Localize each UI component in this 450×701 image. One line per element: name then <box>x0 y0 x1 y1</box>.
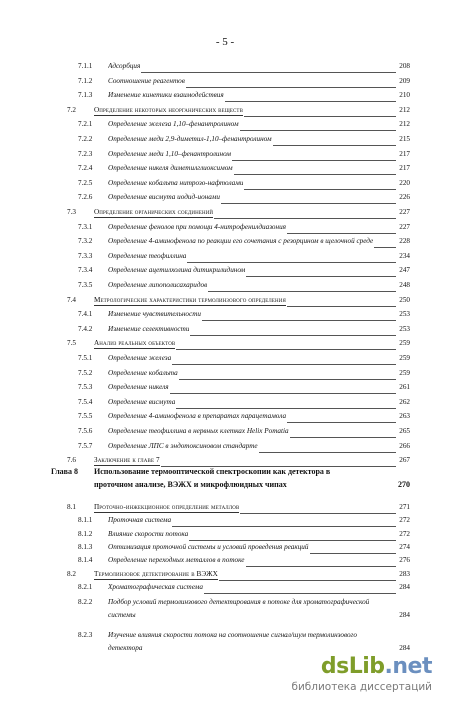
toc-entry <box>0 77 450 91</box>
leader-line <box>214 218 396 219</box>
toc-entry <box>0 237 450 251</box>
toc-entry-title: Анализ реальных объектов <box>94 339 176 348</box>
leader-line <box>232 160 396 161</box>
leader-line <box>172 526 396 527</box>
toc-entry-page: 283 <box>399 569 410 578</box>
leader-line <box>244 189 396 190</box>
leader-line <box>246 566 396 567</box>
toc-entry-page: 227 <box>399 222 410 231</box>
watermark-caption: библиотека диссертаций <box>291 681 432 693</box>
toc-entry-title: Оптимизация проточной системы и условий проведения реакций <box>108 542 309 551</box>
toc-entry-title: Определение кобальта нитрозо-нафтолами <box>108 178 244 187</box>
toc-entry-number: 7.2.5 <box>78 178 93 187</box>
toc-entry-title: Определение меди 2,9-диметил-1,10–фенантролином <box>108 135 272 143</box>
toc-entry-number: 7.5.2 <box>78 368 93 377</box>
toc-entry-title: Определение железа 1,10–фенантролином <box>108 120 239 129</box>
toc-entry <box>0 179 450 193</box>
toc-entry-title: Термолинзовое детектирование в ВЭЖХ <box>94 569 218 578</box>
toc-entry-title: Определение органических соединений <box>94 208 214 216</box>
toc-entry-title: Определение липополисахаридов <box>108 281 208 289</box>
toc-entry-number: 7.3.2 <box>78 237 93 246</box>
toc-entry-title: Определение фенолов при помощи 4-нитрофенилдиазония <box>108 222 287 231</box>
toc-entry-page: 284 <box>399 611 410 619</box>
toc-entry-page: 217 <box>399 149 410 158</box>
toc-entry <box>0 281 450 295</box>
toc-entry <box>0 570 450 584</box>
toc-entry <box>0 164 450 178</box>
leader-line <box>287 306 396 307</box>
leader-line <box>202 320 396 321</box>
toc-entry-title: Определение ацетилхолина дитикрилидином <box>108 266 246 275</box>
toc-entry-title: Определение теофиллина <box>108 251 187 260</box>
toc-entry-title: Проточно-инжекционное определение металлов <box>94 503 240 511</box>
page-number: - 5 - <box>215 36 235 48</box>
toc-entry-title: Метрологические характеристики термолинзового определения <box>94 295 286 304</box>
toc-entry-number: 7.3.1 <box>78 222 93 231</box>
toc-entry <box>0 325 450 339</box>
toc-entry <box>0 556 450 570</box>
toc-entry-number: 8.1 <box>67 503 76 511</box>
toc-entry-page: 267 <box>399 456 410 465</box>
toc-entry-title: Определение никеля диметилглиоксимом <box>108 164 233 173</box>
toc-entry-number: 8.1.1 <box>78 516 93 525</box>
toc-entry <box>0 193 450 207</box>
toc-entry-page: 284 <box>399 582 410 591</box>
toc-entry-title: Определение висмута <box>108 397 176 406</box>
toc-entry-page: 262 <box>399 397 410 406</box>
toc-entry-number: 7.5.7 <box>78 441 93 450</box>
watermark-logo <box>321 654 432 679</box>
toc-entry-page: 210 <box>399 91 410 100</box>
toc-entry-number: 7.4.2 <box>78 324 93 333</box>
toc-entry-number: 7.5.5 <box>78 412 93 421</box>
toc-entry <box>0 150 450 164</box>
leader-line <box>259 452 396 453</box>
toc-entry <box>0 223 450 237</box>
toc-entry-page: 271 <box>399 503 410 511</box>
toc-entry-title: Определение переходных металлов в потоке <box>108 556 245 565</box>
toc-entry-title: Определение 4-аминофенола в препаратах парацетамола <box>108 412 287 421</box>
toc-entry-number: 7.2.6 <box>78 193 93 202</box>
toc-entry-number: 7.2.2 <box>78 135 93 143</box>
toc-entry-page: 272 <box>399 516 410 525</box>
toc-entry-page: 227 <box>399 208 410 216</box>
toc-entry-page: 284 <box>399 644 410 652</box>
toc-entry-number: 7.2.1 <box>78 120 93 129</box>
toc-entry-page: 226 <box>399 193 410 202</box>
toc-entry-page: 250 <box>399 295 410 304</box>
toc-entry-page: 259 <box>399 354 410 362</box>
toc-entry-number: 8.1.2 <box>78 529 93 538</box>
toc-entry-page: 209 <box>399 76 410 85</box>
leader-line <box>244 116 396 117</box>
toc-entry-number: 7.4.1 <box>78 310 93 319</box>
toc-entry-number: 7.4 <box>67 295 76 304</box>
toc-entry-title: Определение кобальта <box>108 368 178 377</box>
toc-entry-title: Определение железа <box>108 354 172 362</box>
toc-entry <box>0 503 450 517</box>
toc-entry <box>0 427 450 441</box>
toc-entry <box>0 369 450 383</box>
toc-entry-number: 7.5.1 <box>78 354 93 362</box>
toc-entry-title-line-2: системы <box>108 611 136 619</box>
toc-entry-page: 274 <box>399 542 410 551</box>
toc-entry <box>0 383 450 397</box>
toc-entry-page: 248 <box>399 281 410 289</box>
toc-entry <box>0 266 450 280</box>
toc-entry <box>0 398 450 412</box>
toc-entry-number: 7.5 <box>67 339 76 348</box>
toc-entry-title-line-2: детектора <box>108 644 143 652</box>
toc-entry-page: 263 <box>399 412 410 421</box>
toc-entry-page: 261 <box>399 383 410 392</box>
toc-entry-page: 259 <box>399 368 410 377</box>
leader-line <box>273 145 396 146</box>
toc-entry-number: 7.3.4 <box>78 266 93 275</box>
toc-entry-page: 228 <box>399 237 410 246</box>
toc-entry-title: Адсорбция <box>108 62 141 70</box>
leader-line <box>240 513 396 514</box>
toc-entry-number: 7.2.4 <box>78 164 93 173</box>
toc-entry-title: Определение теофиллина в нервных клетках Helix Pomatia <box>108 427 289 435</box>
toc-entry-page: 272 <box>399 529 410 538</box>
leader-line <box>287 422 396 423</box>
toc-entry-title: Влияние скорости потока <box>108 529 189 538</box>
toc-entry-number: 8.1.3 <box>78 542 93 551</box>
leader-line <box>190 335 396 336</box>
toc-entry <box>0 120 450 134</box>
toc-entry <box>0 91 450 105</box>
leader-line <box>187 262 396 263</box>
toc-entry <box>0 135 450 149</box>
toc-entry-number: 7.5.3 <box>78 383 93 392</box>
leader-line <box>204 593 396 594</box>
toc-entry-number: 7.5.4 <box>78 397 93 406</box>
toc-entry <box>0 252 450 266</box>
toc-entry-title: Определение 4-аминофенола по реакции его сочетания с резорцином в щелочной среде <box>108 237 374 246</box>
leader-line <box>287 233 396 234</box>
toc-entry-page: 217 <box>399 164 410 173</box>
leader-line <box>310 553 396 554</box>
toc-entry-number: 8.2.3 <box>78 631 93 639</box>
toc-entry-number: 7.3.3 <box>78 251 93 260</box>
toc-entry-title: Изменение селективности <box>108 324 190 333</box>
toc-entry-title: Определение меди 1,10–фенантролином <box>108 149 231 158</box>
toc-entry-number: 7.6 <box>67 456 76 465</box>
toc-entry-number: 8.2 <box>67 569 76 578</box>
toc-entry <box>0 516 450 530</box>
toc-entry-number: 7.1.3 <box>78 91 93 100</box>
toc-entry-title: Определение висмута иодид-ионами <box>108 193 221 202</box>
chapter-title-line-1: Использование термооптической спектроскопии как детектора в <box>94 467 331 476</box>
leader-line <box>172 364 396 365</box>
chapter-number: Глава 8 <box>51 467 78 476</box>
toc-entry <box>0 583 450 597</box>
leader-line <box>240 130 396 131</box>
toc-entry <box>0 530 450 544</box>
toc-entry-title: Изменение кинетики взаимодействия <box>108 91 224 100</box>
leader-line <box>141 72 396 73</box>
toc-entry-title-line-1: Подбор условий термолинзового детектирования в потоке для хроматографической <box>108 598 370 606</box>
leader-line <box>246 276 396 277</box>
leader-line <box>176 408 396 409</box>
toc-entry-page: 247 <box>399 266 410 275</box>
toc-entry-title: Заключение к главе 7 <box>94 456 160 465</box>
toc-entry-page: 212 <box>399 120 410 129</box>
toc-entry-number: 7.3.5 <box>78 281 93 289</box>
toc-entry <box>0 296 450 310</box>
toc-entry-title: Определение ЛПС в эндотоксиновом стандарте <box>108 441 258 450</box>
toc-entry-page: 208 <box>399 62 410 70</box>
toc-entry <box>0 412 450 426</box>
toc-entry-number: 7.5.6 <box>78 427 93 435</box>
toc-entry-page: 234 <box>399 251 410 260</box>
toc-entry-number: 7.2 <box>67 105 76 114</box>
toc-entry-number: 7.2.3 <box>78 149 93 158</box>
toc-entry <box>0 442 450 456</box>
watermark-brand: dsLib <box>320 654 385 679</box>
toc-entry-title: Изменение чувствительности <box>108 310 201 319</box>
chapter-title-line-2: проточном анализе, ВЭЖХ и микрофлюидных чипах <box>94 480 287 489</box>
leader-line <box>374 247 396 248</box>
toc-entry-number: 7.3 <box>67 208 76 216</box>
toc-entry <box>0 354 450 368</box>
toc-entry-title: Проточная система <box>108 516 172 525</box>
toc-entry <box>0 208 450 222</box>
leader-line <box>179 379 396 380</box>
toc-entry-page: 266 <box>399 441 410 450</box>
toc-entry <box>0 339 450 353</box>
toc-entry-page: 253 <box>399 310 410 319</box>
toc-entry-number: 7.1.2 <box>78 76 93 85</box>
toc-entry-page: 259 <box>399 339 410 348</box>
leader-line <box>176 349 396 350</box>
toc-entry-number: 7.1.1 <box>78 62 93 70</box>
chapter-page: 270 <box>398 480 410 489</box>
leader-line <box>189 540 396 541</box>
toc-entry-number: 8.2.1 <box>78 582 93 591</box>
leader-line <box>219 580 396 581</box>
toc-entry-number: 8.1.4 <box>78 556 93 565</box>
toc-entry-number: 8.2.2 <box>78 598 93 606</box>
toc-entry-page: 253 <box>399 324 410 333</box>
leader-line <box>234 174 396 175</box>
toc-entry-title: Соотношение реагентов <box>108 76 185 85</box>
toc-entry-page: 220 <box>399 178 410 187</box>
toc-entry-title-line-1: Изучение влияния скорости потока на соотношение сигнал/шум термолинзового <box>108 631 357 639</box>
watermark-tld: .net <box>384 654 432 679</box>
toc-entry-page: 215 <box>399 135 410 143</box>
toc-entry-title: Хроматографическая система <box>108 582 203 591</box>
toc-entry <box>0 62 450 76</box>
toc-entry-page: 265 <box>399 427 410 435</box>
leader-line <box>208 291 396 292</box>
leader-line <box>170 393 396 394</box>
leader-line <box>290 437 396 438</box>
toc-entry <box>0 543 450 557</box>
toc-entry-title: Определение никеля <box>108 383 169 392</box>
leader-line <box>225 101 396 102</box>
toc-entry <box>0 106 450 120</box>
leader-line <box>186 87 396 88</box>
toc-entry-page: 276 <box>399 556 410 565</box>
toc-entry-title: Определение некоторых неорганических веществ <box>94 105 244 114</box>
toc-entry <box>0 310 450 324</box>
leader-line <box>221 203 396 204</box>
toc-entry-page: 212 <box>399 105 410 114</box>
